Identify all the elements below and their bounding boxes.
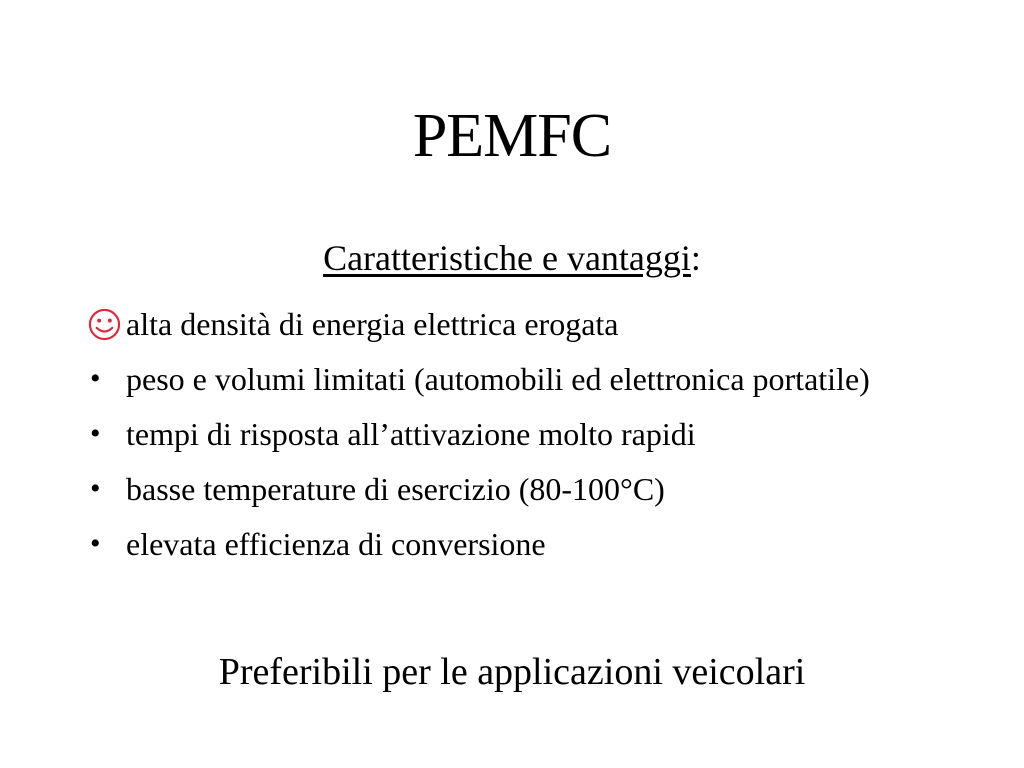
bullet-icon: • <box>90 472 101 505</box>
smiley-icon <box>88 308 121 341</box>
list-item <box>86 412 926 456</box>
list-item-text: alta densità di energia elettrica erogata <box>126 306 619 342</box>
features-list <box>86 302 926 566</box>
list-item-text: peso e volumi limitati (automobili ed elettronica portatile) <box>126 361 870 397</box>
list-item <box>86 302 926 346</box>
list-item <box>86 357 926 401</box>
bullet-icon: • <box>90 527 101 560</box>
list-item-text: elevata efficienza di conversione <box>126 526 546 562</box>
list-item <box>86 522 926 566</box>
subtitle-suffix: : <box>690 238 701 278</box>
subtitle-text: Caratteristiche e vantaggi <box>323 238 691 278</box>
list-item <box>86 467 926 511</box>
slide-subtitle <box>0 235 1024 281</box>
bullet-icon: • <box>90 362 101 395</box>
closing-statement: Preferibili per le applicazioni veicolari <box>218 651 806 693</box>
list-item-text: basse temperature di esercizio (80-100°C) <box>126 471 665 507</box>
bullet-icon: • <box>90 417 101 450</box>
slide-title: PEMFC <box>412 102 612 170</box>
list-item-text: tempi di risposta all’attivazione molto rapidi <box>126 416 696 452</box>
